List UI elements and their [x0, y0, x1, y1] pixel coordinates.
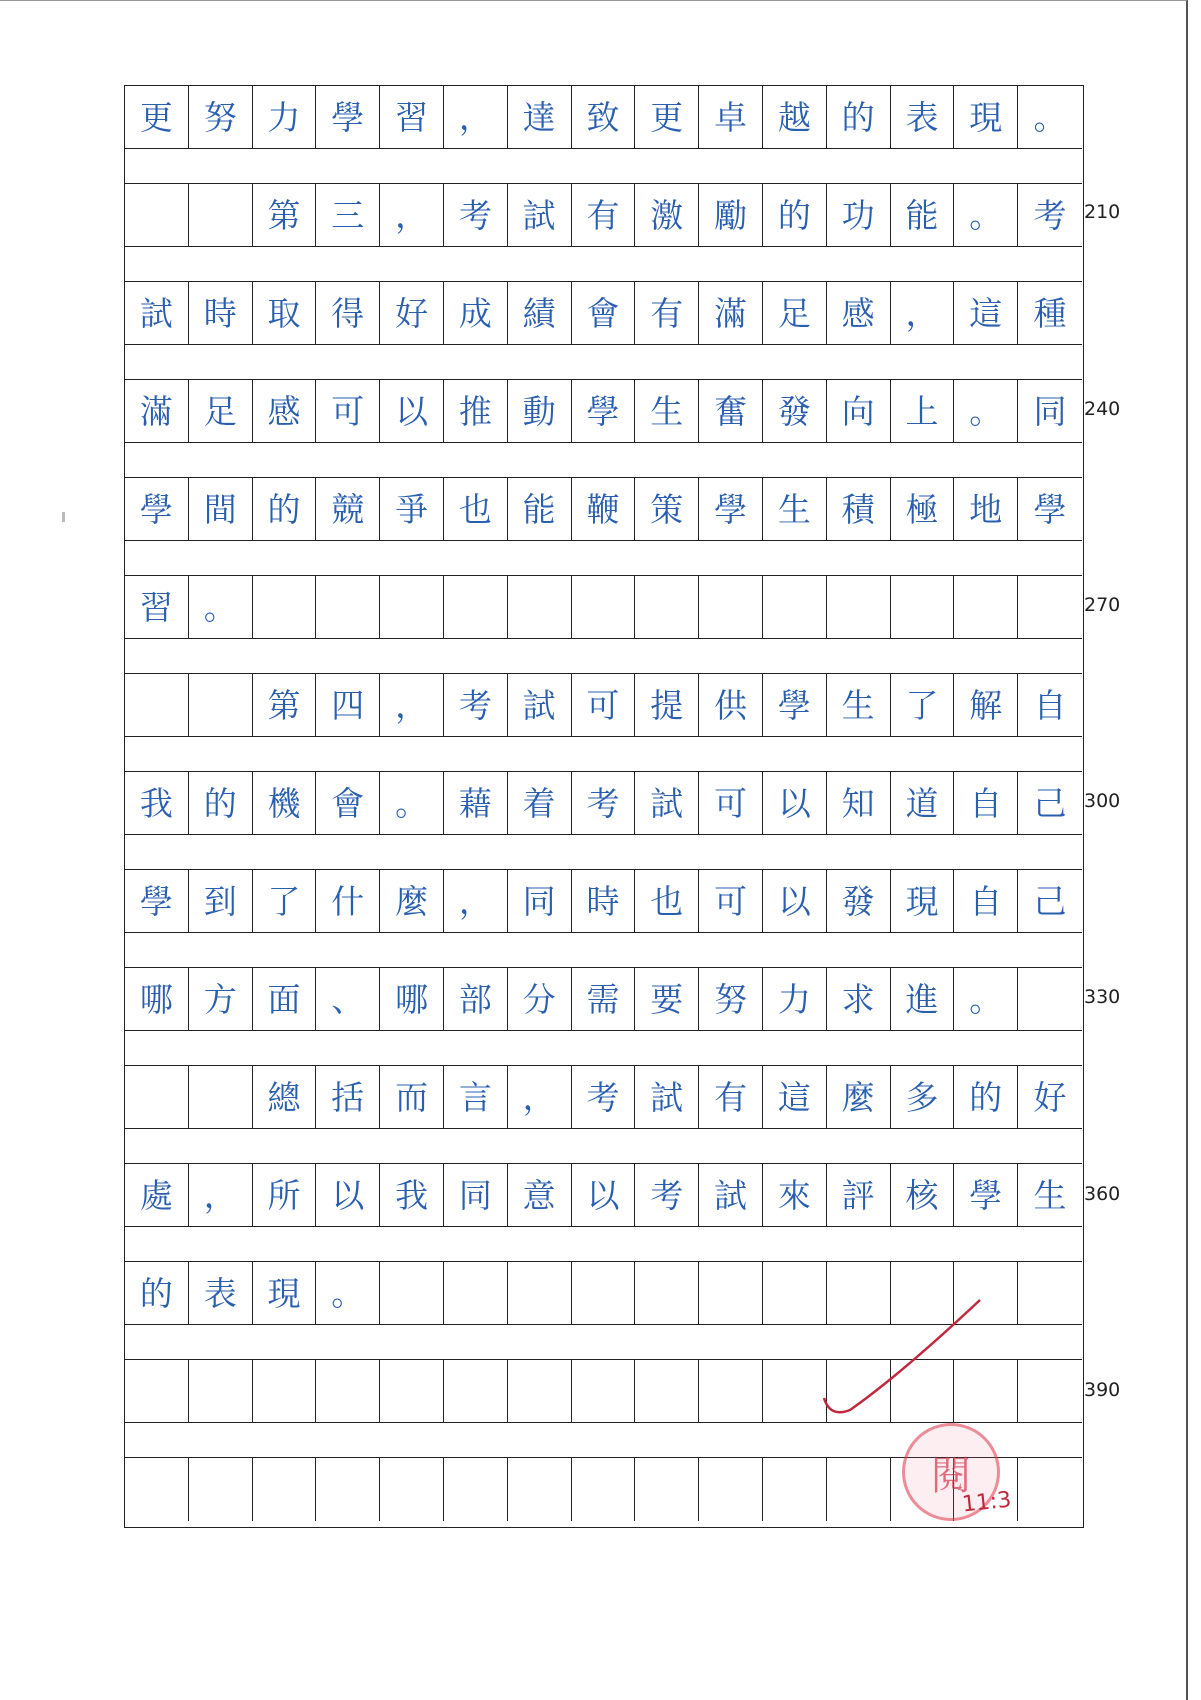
- grid-cell: 鞭: [572, 478, 636, 540]
- grid-cell: 以: [380, 380, 444, 442]
- grid-cell: 好: [1033, 1077, 1067, 1117]
- grid-cell: 生: [763, 478, 827, 540]
- grid-cell: 感: [253, 380, 317, 442]
- grid-cell: 方: [189, 968, 253, 1030]
- grid-cell: 以: [763, 870, 827, 932]
- grid-cell: 表: [891, 86, 955, 148]
- grid-cell: 學: [763, 674, 827, 736]
- grid-cell: 、: [316, 968, 380, 1030]
- grid-cell: [1018, 968, 1082, 1030]
- grid-row: [125, 184, 1082, 282]
- grid-cell: 力: [253, 86, 317, 148]
- grid-cell: 達: [508, 86, 572, 148]
- grid-cell: [572, 1458, 636, 1521]
- grid-cell: 激: [635, 184, 699, 246]
- grid-cell: 取: [253, 282, 317, 344]
- grader-check-mark: [810, 1290, 990, 1420]
- grid-cell: 總: [253, 1066, 317, 1128]
- grid-cell: 考: [635, 1164, 699, 1226]
- grid-cell: 己: [1033, 881, 1067, 921]
- grid-cell: 同: [508, 870, 572, 932]
- grid-cell: 競: [316, 478, 380, 540]
- grid-cell: 意: [508, 1164, 572, 1226]
- char-count-360: 360: [1084, 1183, 1121, 1205]
- grid-row-cells: [125, 870, 1082, 933]
- grid-cell: [572, 576, 636, 638]
- grid-cell: ，: [508, 1066, 572, 1128]
- grid-cell: 自: [954, 870, 1018, 932]
- grid-cell: ，: [380, 674, 444, 736]
- grid-cell: [253, 1360, 317, 1422]
- grid-cell: 地: [954, 478, 1018, 540]
- grid-cell: 的: [253, 478, 317, 540]
- grid-cell: 可: [572, 674, 636, 736]
- grid-cell: 的: [125, 1262, 189, 1324]
- grid-cell: 奮: [699, 380, 763, 442]
- grid-cell: [380, 1360, 444, 1422]
- grid-cell: 以: [316, 1164, 380, 1226]
- grid-cell: [316, 1458, 380, 1521]
- grid-cell: 試: [699, 1164, 763, 1226]
- grid-cell: 可: [699, 870, 763, 932]
- grid-cell: [189, 1066, 253, 1128]
- grid-cell: 麼: [827, 1066, 891, 1128]
- grid-cell: 這: [954, 282, 1018, 344]
- grid-cell: 的: [763, 184, 827, 246]
- grid-cell: 了: [253, 870, 317, 932]
- grid-cell: 學: [699, 478, 763, 540]
- grid-cell: 我: [380, 1164, 444, 1226]
- grid-cell: 我: [125, 772, 189, 834]
- grid-cell: [635, 1262, 699, 1324]
- grid-cell: [827, 1458, 891, 1521]
- grid-row-gap: [125, 1227, 1082, 1262]
- grid-cell: 試: [508, 674, 572, 736]
- grid-cell: 可: [699, 772, 763, 834]
- grid-cell: 這: [763, 1066, 827, 1128]
- grid-cell: 滿: [125, 380, 189, 442]
- grid-cell: 上: [891, 380, 955, 442]
- grid-cell: 成: [444, 282, 508, 344]
- grid-cell: 間: [189, 478, 253, 540]
- grid-cell: 要: [635, 968, 699, 1030]
- grid-cell: 。: [380, 772, 444, 834]
- grid-row: [125, 1066, 1082, 1164]
- grid-cell: 現: [954, 86, 1018, 148]
- grid-cell: 。: [954, 380, 1018, 442]
- grid-cell: 來: [763, 1164, 827, 1226]
- grid-cell: 試: [635, 1066, 699, 1128]
- char-count-390: 390: [1084, 1379, 1121, 1401]
- grid-cell: 也: [444, 478, 508, 540]
- grid-row-gap: [125, 1129, 1082, 1164]
- grid-cell: 績: [508, 282, 572, 344]
- grid-cell: [635, 576, 699, 638]
- grid-cell: 自: [1033, 685, 1067, 725]
- grid-cell: [444, 1262, 508, 1324]
- grid-cell: 藉: [444, 772, 508, 834]
- grid-cell: 更: [635, 86, 699, 148]
- grid-cell: 核: [891, 1164, 955, 1226]
- grid-cell: 自: [954, 772, 1018, 834]
- grid-cell: 發: [763, 380, 827, 442]
- grid-cell: 推: [444, 380, 508, 442]
- grid-cell: [699, 1458, 763, 1521]
- grid-cell: 需: [572, 968, 636, 1030]
- grid-row-gap: [125, 345, 1082, 380]
- grid-cell: 到: [189, 870, 253, 932]
- grid-cell: 有: [635, 282, 699, 344]
- stamp-seal: 閱: [931, 1452, 971, 1499]
- grid-cell: 以: [763, 772, 827, 834]
- grid-cell: 括: [316, 1066, 380, 1128]
- grader-initials: 11:3: [960, 1487, 1013, 1518]
- grid-cell: 第: [253, 674, 317, 736]
- grid-cell: [125, 1458, 189, 1521]
- grid-cell: 機: [253, 772, 317, 834]
- grid-cell: 了: [891, 674, 955, 736]
- grid-cell: 表: [189, 1262, 253, 1324]
- grid-cell: 滿: [699, 282, 763, 344]
- grid-row-gap: [125, 737, 1082, 772]
- grid-cell: 。: [189, 576, 253, 638]
- grid-cell: [444, 1458, 508, 1521]
- grid-cell: [763, 1458, 827, 1521]
- grid-cell: 提: [635, 674, 699, 736]
- grid-cell: [380, 576, 444, 638]
- grid-cell: 好: [380, 282, 444, 344]
- grid-cell: 學: [125, 870, 189, 932]
- grid-cell: 生: [1033, 1175, 1067, 1215]
- grid-cell: [891, 576, 955, 638]
- grid-cell: 哪: [125, 968, 189, 1030]
- grid-cell: 學: [316, 86, 380, 148]
- grid-cell: 分: [508, 968, 572, 1030]
- grid-cell: 也: [635, 870, 699, 932]
- grid-cell: [1018, 576, 1082, 638]
- grid-cell: 勵: [699, 184, 763, 246]
- grid-cell: [508, 1458, 572, 1521]
- char-count-330: 330: [1084, 986, 1121, 1008]
- grid-cell: [635, 1458, 699, 1521]
- grid-row: [125, 576, 1082, 674]
- grid-row-gap: [125, 835, 1082, 870]
- grid-cell: 策: [635, 478, 699, 540]
- grid-cell: 道: [891, 772, 955, 834]
- grid-cell: [954, 576, 1018, 638]
- grid-row-gap: [125, 639, 1082, 674]
- grid-cell: 己: [1033, 783, 1067, 823]
- grid-cell: [763, 576, 827, 638]
- grid-cell: [444, 1360, 508, 1422]
- grid-cell: 解: [954, 674, 1018, 736]
- grid-cell: [125, 1066, 189, 1128]
- grid-cell: 着: [508, 772, 572, 834]
- grid-cell: [699, 1262, 763, 1324]
- grid-cell: 力: [763, 968, 827, 1030]
- grid-row: [125, 870, 1082, 968]
- grid-row: [125, 674, 1082, 772]
- grid-cell: [125, 674, 189, 736]
- grid-cell: 。: [954, 184, 1018, 246]
- grid-cell: 種: [1033, 293, 1067, 333]
- grid-cell: 言: [444, 1066, 508, 1128]
- grid-cell: 生: [635, 380, 699, 442]
- grid-row-cells: [125, 772, 1082, 835]
- grid-cell: 現: [253, 1262, 317, 1324]
- grid-cell: [253, 1458, 317, 1521]
- margin-tick: [62, 512, 65, 522]
- grid-cell: 得: [316, 282, 380, 344]
- grid-cell: 什: [316, 870, 380, 932]
- grid-cell: 試: [125, 282, 189, 344]
- grid-cell: 生: [827, 674, 891, 736]
- grid-cell: 動: [508, 380, 572, 442]
- grid-row-cells: [125, 576, 1082, 639]
- grid-cell: [508, 1262, 572, 1324]
- grid-cell: [572, 1360, 636, 1422]
- char-count-240: 240: [1084, 398, 1121, 420]
- grid-row: [125, 968, 1082, 1066]
- grid-row-gap: [125, 247, 1082, 282]
- grid-cell: 第: [253, 184, 317, 246]
- grid-cell: 麼: [380, 870, 444, 932]
- grid-cell: [1018, 1262, 1082, 1324]
- grid-cell: 試: [635, 772, 699, 834]
- grid-cell: [125, 1360, 189, 1422]
- grid-cell: 足: [189, 380, 253, 442]
- grid-cell: [508, 1360, 572, 1422]
- grid-cell: [444, 576, 508, 638]
- grid-cell: 習: [125, 576, 189, 638]
- grid-cell: [635, 1360, 699, 1422]
- grid-cell: 會: [316, 772, 380, 834]
- grid-cell: 哪: [380, 968, 444, 1030]
- grid-cell: 四: [316, 674, 380, 736]
- grid-row-gap: [125, 443, 1082, 478]
- grid-row-cells: [125, 380, 1082, 443]
- grid-cell: 所: [253, 1164, 317, 1226]
- grid-cell: 。: [954, 968, 1018, 1030]
- grid-row-cells: [125, 184, 1082, 247]
- grid-cell: [827, 576, 891, 638]
- grid-cell: 會: [572, 282, 636, 344]
- grid-cell: 有: [572, 184, 636, 246]
- grid-cell: 向: [827, 380, 891, 442]
- grid-cell: [189, 1360, 253, 1422]
- grid-cell: 處: [125, 1164, 189, 1226]
- grid-cell: [189, 184, 253, 246]
- grid-cell: 更: [125, 86, 189, 148]
- grid-cell: 致: [572, 86, 636, 148]
- grid-cell: [572, 1262, 636, 1324]
- grid-cell: 而: [380, 1066, 444, 1128]
- grid-cell: 有: [699, 1066, 763, 1128]
- grid-cell: 時: [572, 870, 636, 932]
- grid-row-gap: [125, 541, 1082, 576]
- grid-cell: ，: [444, 86, 508, 148]
- grid-cell: ，: [444, 870, 508, 932]
- grid-row-cells: [125, 674, 1082, 737]
- grid-cell: [508, 576, 572, 638]
- grid-row: [125, 86, 1082, 184]
- grid-cell: 學: [1033, 489, 1067, 529]
- grid-cell: 的: [189, 772, 253, 834]
- grid-cell: 卓: [699, 86, 763, 148]
- grid-cell: 可: [316, 380, 380, 442]
- grid-cell: 功: [827, 184, 891, 246]
- grid-cell: [699, 1360, 763, 1422]
- grid-cell: [380, 1458, 444, 1521]
- grid-cell: [125, 184, 189, 246]
- grid-cell: ，: [189, 1164, 253, 1226]
- grid-cell: 足: [763, 282, 827, 344]
- grid-cell: 時: [189, 282, 253, 344]
- grid-cell: [1018, 1458, 1082, 1521]
- grid-cell: [699, 576, 763, 638]
- grid-row-cells: [125, 282, 1082, 345]
- grid-cell: 部: [444, 968, 508, 1030]
- grid-cell: ，: [891, 282, 955, 344]
- grid-row: [125, 282, 1082, 380]
- grid-cell: 努: [699, 968, 763, 1030]
- char-count-270: 270: [1084, 594, 1121, 616]
- grid-cell: 極: [891, 478, 955, 540]
- grid-cell: 試: [508, 184, 572, 246]
- grid-cell: [316, 576, 380, 638]
- grid-cell: 。: [316, 1262, 380, 1324]
- grid-row-cells: [125, 968, 1082, 1031]
- grid-cell: 考: [572, 1066, 636, 1128]
- grid-row-gap: [125, 933, 1082, 968]
- grid-cell: 爭: [380, 478, 444, 540]
- grid-cell: 多: [891, 1066, 955, 1128]
- grid-cell: 考: [1033, 195, 1067, 235]
- grid-row-cells: [125, 1066, 1082, 1129]
- grid-cell: [380, 1262, 444, 1324]
- grid-cell: 進: [891, 968, 955, 1030]
- grid-cell: 努: [189, 86, 253, 148]
- grid-cell: 面: [253, 968, 317, 1030]
- grid-cell: 習: [380, 86, 444, 148]
- grid-row-cells: [125, 86, 1082, 149]
- grid-cell: [253, 576, 317, 638]
- grid-cell: 積: [827, 478, 891, 540]
- grid-row: [125, 380, 1082, 478]
- grid-cell: [189, 674, 253, 736]
- grid-cell: 能: [891, 184, 955, 246]
- grid-cell: 以: [572, 1164, 636, 1226]
- grid-cell: 越: [763, 86, 827, 148]
- grid-cell: [189, 1458, 253, 1521]
- grid-cell: 的: [954, 1066, 1018, 1128]
- grid-row: [125, 478, 1082, 576]
- grid-cell: 同: [1033, 391, 1067, 431]
- char-count-210: 210: [1084, 201, 1121, 223]
- grid-cell: 考: [444, 674, 508, 736]
- grid-cell: 能: [508, 478, 572, 540]
- char-count-300: 300: [1084, 790, 1121, 812]
- grid-cell: 學: [572, 380, 636, 442]
- grid-cell: 現: [891, 870, 955, 932]
- grid-row-cells: [125, 1164, 1082, 1227]
- grid-cell: 供: [699, 674, 763, 736]
- grid-cell: 求: [827, 968, 891, 1030]
- grid-cell: [316, 1360, 380, 1422]
- grid-row-gap: [125, 149, 1082, 184]
- grid-cell: 學: [125, 478, 189, 540]
- grid-cell: 的: [827, 86, 891, 148]
- grid-cell: 知: [827, 772, 891, 834]
- grid-cell: 學: [954, 1164, 1018, 1226]
- grid-cell: 發: [827, 870, 891, 932]
- grid-cell: 考: [572, 772, 636, 834]
- grid-row-gap: [125, 1031, 1082, 1066]
- grid-cell: 。: [1033, 97, 1067, 137]
- grid-cell: 同: [444, 1164, 508, 1226]
- grid-row-cells: [125, 478, 1082, 541]
- grid-row: [125, 772, 1082, 870]
- grid-cell: 感: [827, 282, 891, 344]
- grid-row: [125, 1164, 1082, 1262]
- grid-cell: [1018, 1360, 1082, 1422]
- grid-cell: ，: [380, 184, 444, 246]
- grid-cell: 三: [316, 184, 380, 246]
- grid-cell: 評: [827, 1164, 891, 1226]
- grid-cell: 考: [444, 184, 508, 246]
